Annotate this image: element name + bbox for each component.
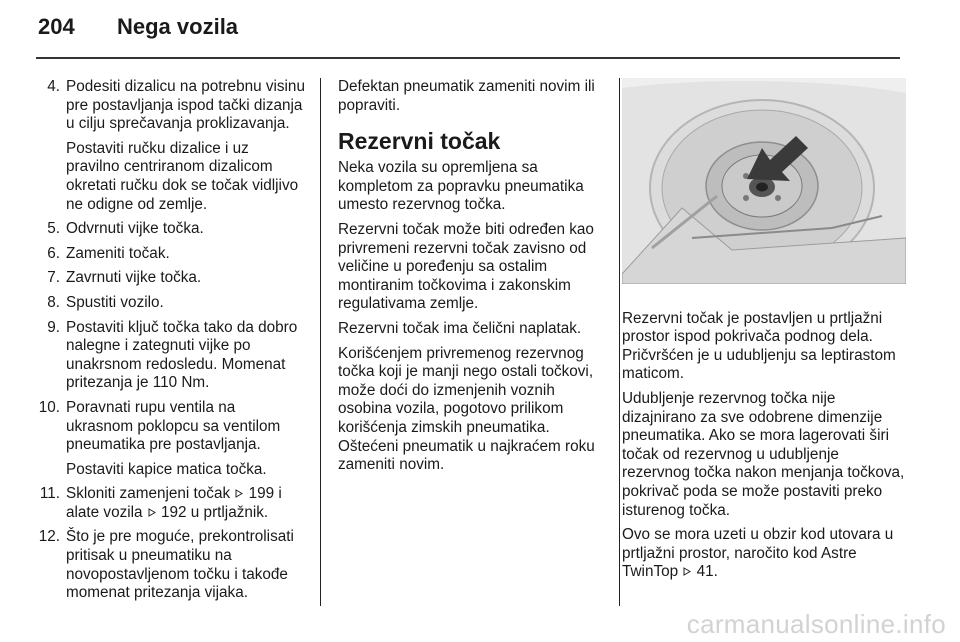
xref-triangle-icon[interactable] (235, 489, 243, 498)
step-number: 7. (47, 269, 60, 287)
body-paragraph: Rezervni točak može biti određen kao privremeni rezervni točak zavisno od veličine u poređenju sa ostalim montiranim točkovima i zakonskim regulativama zemlje. (338, 220, 594, 313)
column-3 (622, 78, 906, 588)
step-text-part: Skloniti zamenjeni točak (66, 485, 231, 503)
paragraph-text: Ovo se mora uzeti u obzir kod utovara u prtljažni prostor, naročito kod Astre TwinTop (622, 526, 894, 581)
step-text: Poravnati rupu ventila na ukrasnom poklopcu sa ventilom pneumatika pre postavljanja. (66, 398, 281, 454)
step-11 (36, 485, 306, 522)
xref-triangle-icon[interactable] (683, 567, 691, 576)
step-8 (36, 294, 306, 313)
step-text: Odvrnuti vijke točka. (66, 220, 204, 238)
step-number: 4. (47, 78, 60, 95)
section-heading: Rezervni točak (338, 128, 501, 155)
step-number: 5. (47, 220, 60, 238)
column-divider (320, 78, 321, 606)
step-4 (36, 78, 306, 214)
step-7 (36, 269, 306, 288)
step-text: Što je pre moguće, prekontrolisati pritisak u pneumatiku na novopostavljenom točku i takođe momenat pritezanja vijaka. (66, 528, 294, 602)
xref-link[interactable]: 192 u prtljažnik. (161, 503, 269, 521)
step-5 (36, 220, 306, 239)
step-text: Zavrnuti vijke točka. (66, 269, 202, 287)
body-paragraph: Korišćenjem privremenog rezervnog točka koji je manji nego ostali točkovi, može doći do izmenjenih voznih osobina vozila, pogotovo prilikom korišćenja zimskih pneumatika. Oštećeni pneumatik u najkraćem roku zameniti novim. (338, 344, 595, 474)
body-paragraph: Rezervni točak je postavljen u prtljažni prostor ispod pokrivača podnog dela. Pričvršćen je u udubljenju sa leptirastom maticom. (622, 309, 896, 383)
step-text: Spustiti vozilo. (66, 293, 164, 311)
step-text: Podesiti dizalicu na potrebnu visinu pre postavljanja ispod tački dizanja u cilju sprečavanja proklizavanja. (66, 78, 305, 133)
body-paragraph (622, 526, 906, 582)
watermark: carmanualsonline.info (686, 609, 946, 639)
step-text: Postaviti ručku dizalice i uz pravilno centriranom dizalicom okretati ručku dok se točak vidljivo ne odigne od zemlje. (66, 139, 299, 213)
column-2 (338, 78, 606, 481)
intro-paragraph: Defektan pneumatik zameniti novim ili popraviti. (338, 78, 595, 114)
body-paragraph: Udubljenje rezervnog točka nije dizajnirano za sve odobrene dimenzije pneumatika. Ako se mora lagerovati širi točak od rezervnog u udubljenje rezervnog točka nakon menjanja točkova, pokrivač poda se može postaviti preko isturenog točka. (622, 389, 905, 519)
step-number: 6. (47, 244, 60, 262)
spare-wheel-illustration (622, 78, 906, 284)
column-divider (619, 78, 620, 606)
xref-triangle-icon[interactable] (148, 508, 156, 517)
xref-link[interactable]: 41. (696, 563, 718, 581)
page-title: Nega vozila (117, 14, 239, 39)
step-12 (36, 528, 306, 602)
step-number: 11. (39, 485, 60, 503)
step-number: 12. (38, 528, 60, 546)
body-paragraph: Neka vozila su opremljena sa kompletom za popravku pneumatika umesto rezervnog točka. (338, 159, 584, 214)
column-1 (36, 78, 306, 609)
step-10 (36, 399, 306, 479)
step-text (66, 485, 306, 522)
step-9 (36, 319, 306, 393)
step-text: Zameniti točak. (66, 244, 170, 262)
body-paragraph: Rezervni točak ima čelični naplatak. (338, 319, 582, 337)
step-text: Postaviti ključ točka tako da dobro nalegne i zategnuti vijke po unakrsnom redosledu. Momenat pritezanja je 110 Nm. (66, 318, 298, 392)
step-number: 9. (47, 318, 60, 336)
step-number: 10. (38, 398, 60, 416)
step-text: Postaviti kapice matica točka. (66, 460, 267, 478)
step-number: 8. (47, 293, 60, 311)
step-6 (36, 245, 306, 264)
page-number: 204 (38, 14, 75, 39)
header-rule (36, 57, 900, 59)
xref-link[interactable]: 199 i alate vozila (66, 485, 282, 521)
